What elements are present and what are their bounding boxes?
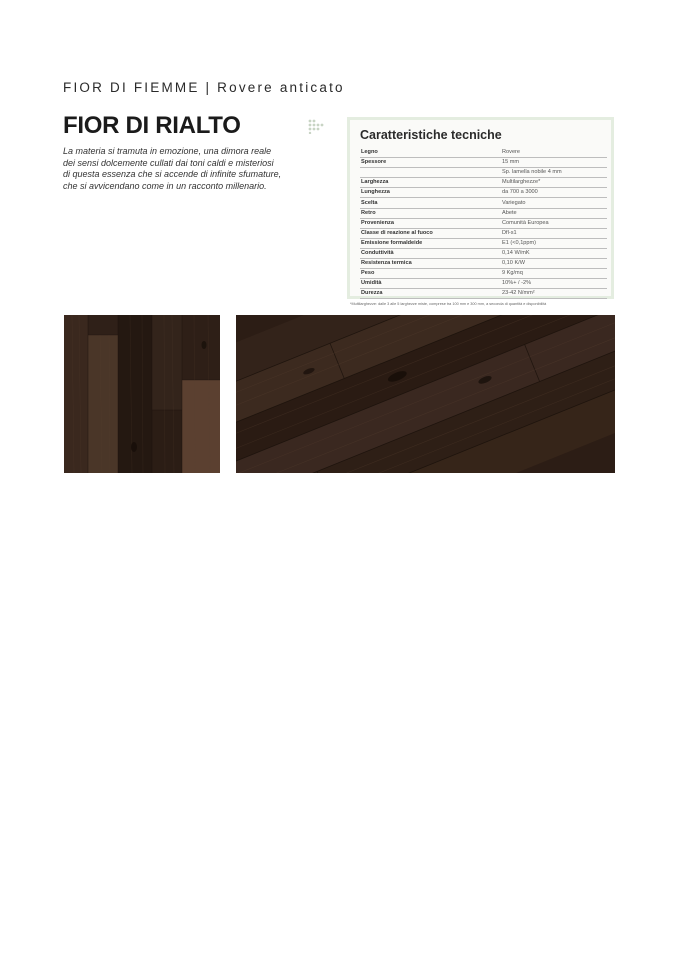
- description-line: di questa essenza che si accende di infinite sfumature,: [63, 169, 282, 180]
- table-row: [360, 289, 607, 299]
- collection-name: FIOR DI FIEMME: [63, 80, 200, 95]
- spec-value: 10%+ / -2%: [501, 279, 607, 289]
- description-line: dei sensi dolcemente cullati dai toni caldi e misteriosi: [63, 157, 274, 168]
- table-row: [360, 248, 607, 258]
- product-title: FIOR DI RIALTO: [63, 112, 241, 139]
- spec-key: Legno: [360, 148, 501, 158]
- spec-key: Peso: [360, 269, 501, 279]
- collection-header: [63, 80, 345, 95]
- table-row: [360, 178, 607, 188]
- product-description: [63, 146, 313, 192]
- spec-key: Larghezza: [360, 178, 501, 188]
- table-row: [360, 158, 607, 168]
- spec-key: Provenienza: [360, 218, 501, 228]
- table-row: [360, 279, 607, 289]
- spec-value: Multilarghezze*: [501, 178, 607, 188]
- spec-key: Emissione formaldeide: [360, 238, 501, 248]
- spec-key: Conduttività: [360, 248, 501, 258]
- table-row: [360, 198, 607, 208]
- table-row: [360, 228, 607, 238]
- table-row: [360, 269, 607, 279]
- spec-key: Umidità: [360, 279, 501, 289]
- table-row: [360, 218, 607, 228]
- description-line: La materia si tramuta in emozione, una dimora reale: [63, 146, 272, 156]
- spec-value: da 700 a 3000: [501, 188, 607, 198]
- spec-value: E1 (<0,1ppm): [501, 238, 607, 248]
- finish-name: Rovere anticato: [217, 80, 345, 95]
- table-row: [360, 188, 607, 198]
- technical-specs-panel: [347, 117, 614, 299]
- spec-value: 23-42 N/mm²: [501, 289, 607, 299]
- table-row: [360, 238, 607, 248]
- spec-value: Variegato: [501, 198, 607, 208]
- spec-value: 9 Kg/mq: [501, 269, 607, 279]
- spec-value: 0,14 W/mK: [501, 248, 607, 258]
- table-row: [360, 168, 607, 178]
- spec-value: Abete: [501, 208, 607, 218]
- spec-value: Rovere: [501, 148, 607, 158]
- header-separator: |: [205, 80, 212, 95]
- spec-value: Dfl-s1: [501, 228, 607, 238]
- specs-footnote: *Multilarghezze: dalle 3 alle 5 larghezze miste, comprese tra 100 mm e 300 mm, a seconda di quantità e disponibilità: [350, 302, 547, 306]
- dots-arrow-icon: [307, 118, 327, 134]
- table-row: [360, 208, 607, 218]
- spec-value: Sp. lamella nobile 4 mm: [501, 168, 607, 178]
- spec-key: Durezza: [360, 289, 501, 299]
- wood-plank-swatch-image: [64, 315, 220, 473]
- spec-value: Comunità Europea: [501, 218, 607, 228]
- spec-key: Resistenza termica: [360, 259, 501, 269]
- spec-key: Classe di reazione al fuoco: [360, 228, 501, 238]
- spec-value: 15 mm: [501, 158, 607, 168]
- spec-key: Spessore: [360, 158, 501, 168]
- description-line: che si avvicendano come in un racconto millenario.: [63, 180, 267, 191]
- specs-title: Caratteristiche tecniche: [360, 128, 502, 142]
- spec-key: Scelta: [360, 198, 501, 208]
- spec-key: Retro: [360, 208, 501, 218]
- wood-floor-detail-image: [236, 315, 615, 473]
- table-row: [360, 148, 607, 158]
- spec-key: [360, 168, 501, 178]
- spec-key: Lunghezza: [360, 188, 501, 198]
- table-row: [360, 259, 607, 269]
- spec-value: 0,10 K/W: [501, 259, 607, 269]
- specs-table: [360, 148, 607, 299]
